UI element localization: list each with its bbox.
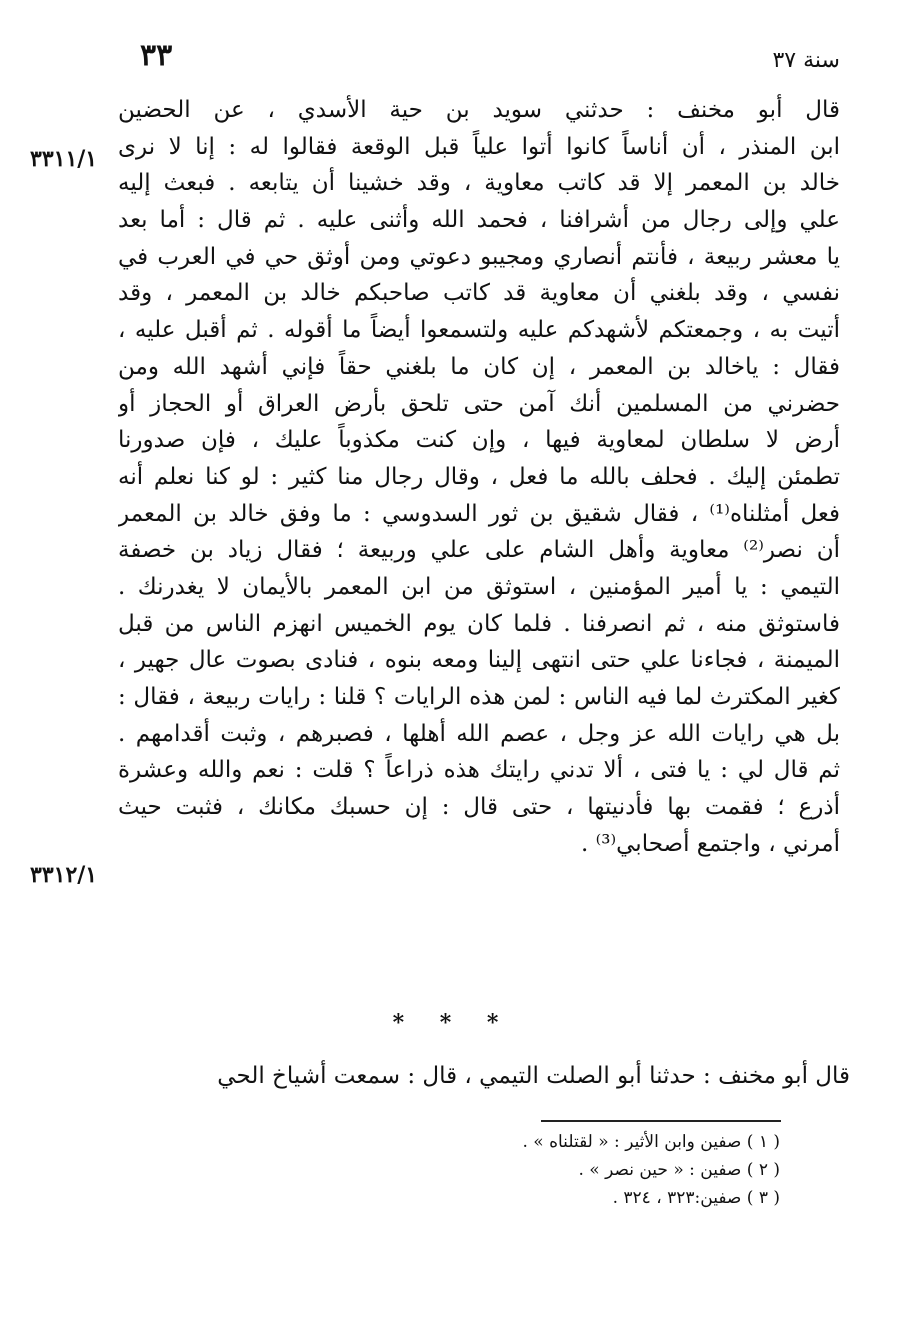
text-line: أذرع ؛ فقمت بها فأدنيتها ، حتى قال : إن حسبك مكانك ، فثبت حيث	[118, 794, 840, 821]
text-line: أن نصر⁽²⁾ معاوية وأهل الشام على علي وربيعة ؛ فقال زياد بن خصفة	[118, 537, 840, 564]
text-line: فقال : ياخالد بن المعمر ، إن كان ما بلغني حقاً فإني أشهد الله ومن	[118, 353, 840, 380]
text-line: حضرني من المسلمين أنك آمن حتى تلحق بأرض العراق أو الحجاز أو	[118, 390, 840, 417]
margin-reference: ٣٣١١/١	[30, 146, 98, 172]
body-text	[118, 92, 840, 862]
text-line: علي وإلى رجال من أشرافنا ، فحمد الله وأثنى عليه . ثم قال : أما بعد	[118, 207, 840, 234]
text-line: أمرني ، واجتمع أصحابي⁽³⁾ .	[580, 830, 840, 857]
text-line: يا معشر ربيعة ، فأنتم أنصاري ومجيبو دعوتي ومن أوثق حي في العرب في	[118, 243, 840, 270]
text-line: ثم قال لي : يا فتى ، ألا تدني رايتك هذه ذراعاً ؟ قلت : نعم والله وعشرة	[118, 757, 840, 784]
text-line: الميمنة ، فجاءنا علي حتى انتهى إلينا ومعه بنوه ، فنادى بصوت عال جهير ،	[118, 647, 840, 674]
text-line: بل هي رايات الله عز وجل ، عصم الله أهلها ، فصبرهم ، وثبت أقدامهم .	[118, 720, 840, 747]
text-line: أرض لا سلطان لمعاوية فيها ، وإن كنت مكذوباً عليك ، فإن صدورنا	[118, 427, 840, 454]
text-line: تطمئن إليك . فحلف بالله ما فعل ، وقال رجال منا كثير : لو كنا نعلم أنه	[118, 463, 840, 490]
text-line: التيمي : يا أمير المؤمنين ، استوثق من ابن المعمر بالأيمان لا يغدرنك .	[118, 573, 840, 600]
margin-reference: ٣٣١٢/١	[30, 862, 98, 888]
text-line: فعل أمثلناه⁽¹⁾ ، فقال شقيق بن ثور السدوسي : ما وفق خالد بن المعمر	[118, 500, 840, 527]
footnote: ( ٣ ) صفين:٣٢٣ ، ٣٢٤ .	[612, 1188, 780, 1208]
footnote: ( ٢ ) صفين : « حين نصر » .	[578, 1160, 780, 1180]
year-label: سنة ٣٧	[772, 48, 840, 73]
page-number: ٣٣	[140, 38, 173, 73]
text-line: كغير المكترث لما فيه الناس : لمن هذه الرايات ؟ قلنا : رايات ربيعة ، فقال :	[118, 684, 840, 710]
footnote-divider	[541, 1120, 781, 1122]
continued-text-line: قال أبو مخنف : حدثنا أبو الصلت التيمي ، قال : سمعت أشياخ الحي	[217, 1063, 850, 1089]
text-line: خالد بن المعمر إلا قد كاتب معاوية ، وقد خشينا أن يتابعه . فبعث إليه	[118, 170, 840, 197]
text-line: قال أبو مخنف : حدثني سويد بن حية الأسدي ، عن الحضين	[118, 97, 840, 123]
text-line: أتيت به ، وجمعتكم لأشهدكم عليه ولتسمعوا أيضاً ما أقوله . ثم أقبل عليه ،	[118, 317, 840, 344]
text-line: ابن المنذر ، أن أناساً كانوا أتوا علياً قبل الوقعة فقالوا له : إنا لا نرى	[118, 133, 840, 160]
running-header	[80, 38, 840, 78]
footnote: ( ١ ) صفين وابن الأثير : « لقتلناه » .	[522, 1132, 780, 1152]
text-line: فاستوثق منه ، ثم انصرفنا . فلما كان يوم الخميس انهزم الناس من قبل	[118, 610, 840, 637]
footnotes	[380, 1128, 780, 1212]
section-separator: * * *	[392, 1010, 513, 1036]
text-line: نفسي ، وقد بلغني أن معاوية قد كاتب صاحبكم خالد بن المعمر ، وقد	[118, 280, 840, 307]
